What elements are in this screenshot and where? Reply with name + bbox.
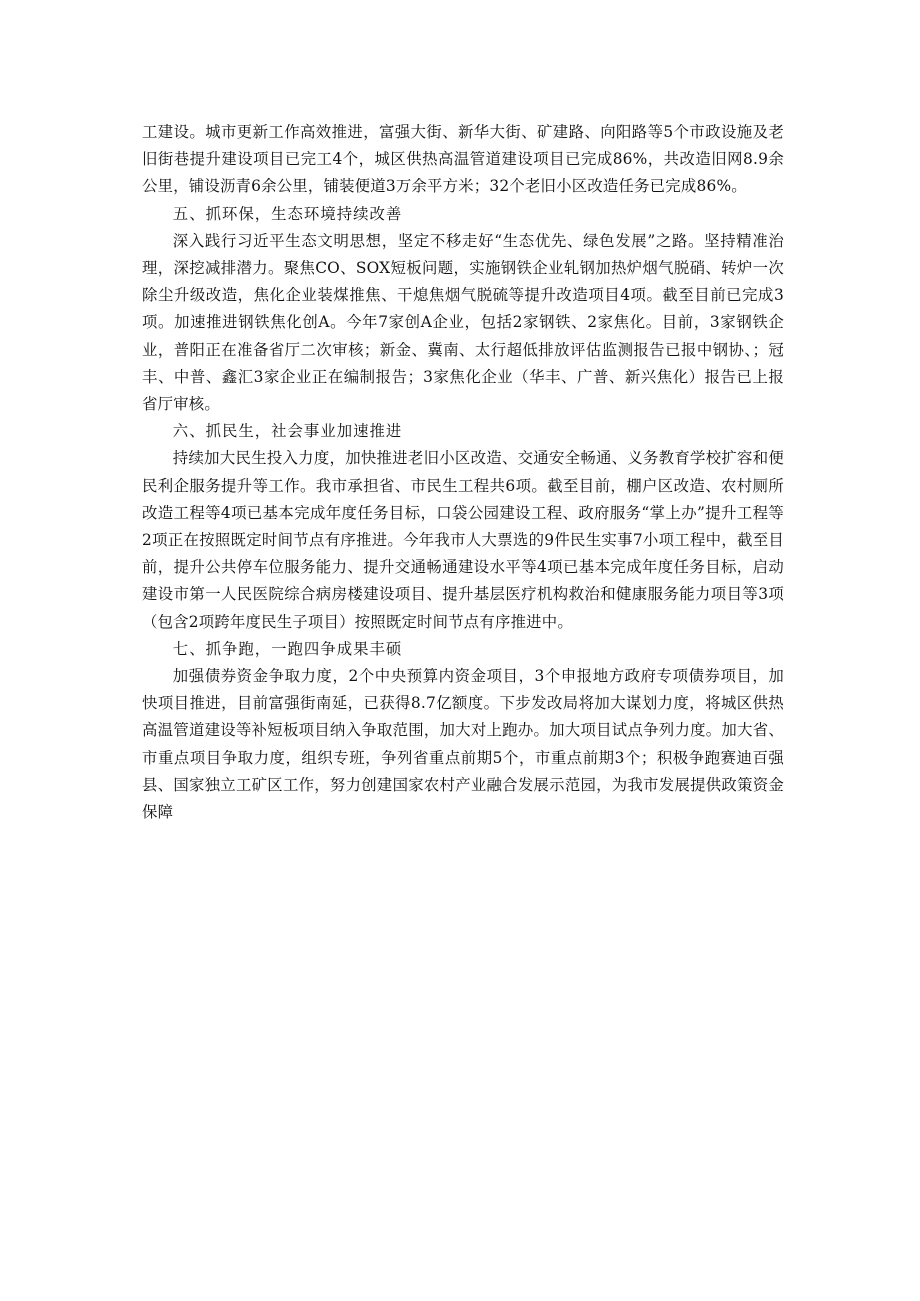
heading-funding: 七、抓争跑，一跑四争成果丰硕 xyxy=(172,639,403,658)
paragraph-urban-renewal: 工建设。城市更新工作高效推进，富强大街、新华大街、矿建路、向阳路等5个市政设施及老旧街巷提升建设项目已完工4个，城区供热高温管道建设项目已完成86%，共改造旧网8.9余公里，铺设沥青6余公里，铺装便道3万余平方米；32个老旧小区改造任务已完成86%。 xyxy=(142,123,784,196)
heading-livelihood: 六、抓民生，社会事业加速推进 xyxy=(172,422,403,441)
document-page xyxy=(142,119,784,826)
heading-environment: 五、抓环保，生态环境持续改善 xyxy=(172,204,403,223)
paragraph-funding: 加强债券资金争取力度，2个中央预算内资金项目，3个申报地方政府专项债券项目，加快项目推进，目前富强街南延，已获得8.7亿额度。下步发改局将加大谋划力度，将城区供热高温管道建设等补短板项目纳入争取范围，加大对上跑办。加大项目试点争列力度。加大省、市重点项目争取力度，组织专班，争列省重点前期5个，市重点前期3个；积极争跑赛迪百强县、国家独立工矿区工作，努力创建国家农村产业融合发展示范园，为我市发展提供政策资金保障 xyxy=(142,667,784,822)
paragraph-environment: 深入践行习近平生态文明思想，坚定不移走好“生态优先、绿色发展”之路。坚持精准治理，深挖减排潜力。聚焦CO、SOX短板问题，实施钢铁企业轧钢加热炉烟气脱硝、转炉一次除尘升级改造，焦化企业装煤推焦、干熄焦烟气脱硫等提升改造项目4项。截至目前已完成3项。加速推进钢铁焦化创A。今年7家创A企业，包括2家钢铁、2家焦化。目前，3家钢铁企业，普阳正在准备省厅二次审核；新金、冀南、太行超低排放评估监测报告已报中钢协、；冠丰、中普、鑫汇3家企业正在编制报告；3家焦化企业（华丰、广普、新兴焦化）报告已上报省厅审核。 xyxy=(142,231,784,414)
paragraph-livelihood: 持续加大民生投入力度，加快推进老旧小区改造、交通安全畅通、义务教育学校扩容和便民利企服务提升等工作。我市承担省、市民生工程共6项。截至目前，棚户区改造、农村厕所改造工程等4项已基本完成年度任务目标，口袋公园建设工程、政府服务“掌上办”提升工程等2项正在按照既定时间节点有序推进。今年我市人大票选的9件民生实事7小项工程中，截至目前，提升公共停车位服务能力、提升交通畅通建设水平等4项已基本完成年度任务目标，启动建设市第一人民医院综合病房楼建设项目、提升基层医疗机构救治和健康服务能力项目等3项（包含2项跨年度民生子项目）按照既定时间节点有序推进中。 xyxy=(142,449,784,631)
